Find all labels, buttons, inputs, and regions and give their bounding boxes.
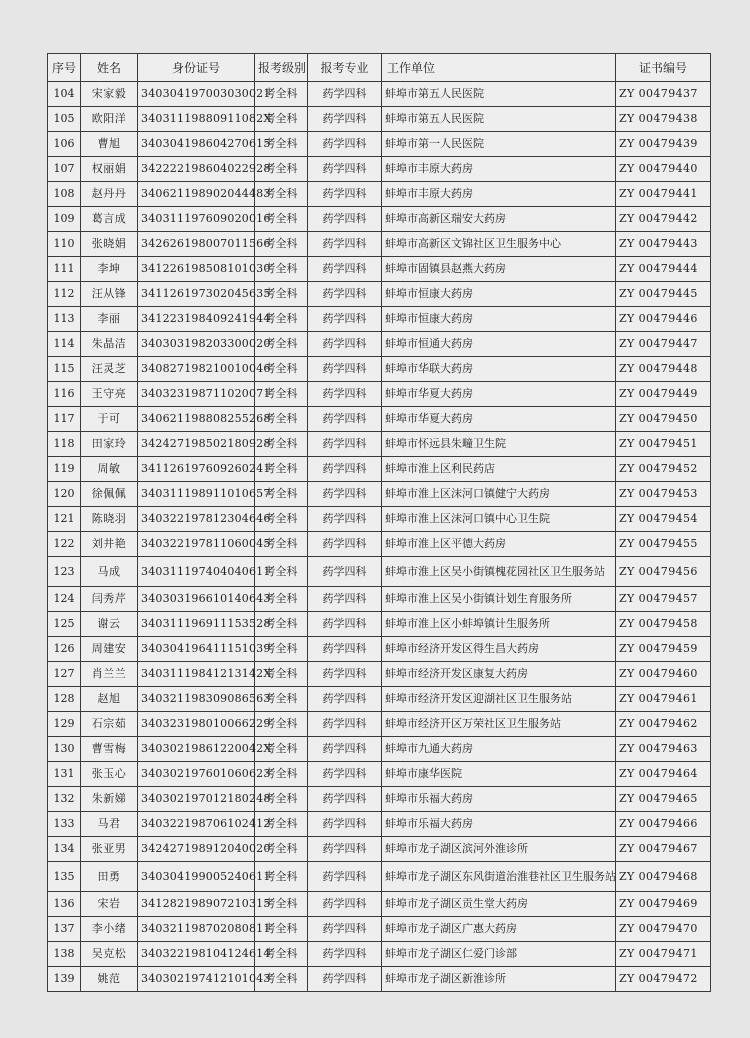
cell-id-number: 34031119841213142X bbox=[138, 662, 255, 687]
cell-major: 药学四科 bbox=[308, 232, 382, 257]
cell-work-unit: 蚌埠市经济开发区康复大药房 bbox=[382, 662, 616, 687]
cell-major: 药学四科 bbox=[308, 837, 382, 862]
table-row bbox=[48, 257, 711, 282]
cell-name: 徐佩佩 bbox=[81, 482, 138, 507]
cell-id-number: 342222198604022928 bbox=[138, 157, 255, 182]
cell-major: 药学四科 bbox=[308, 612, 382, 637]
cell-work-unit: 蚌埠市淮上区吴小街镇槐花园社区卫生服务站 bbox=[382, 557, 616, 587]
cell-major: 药学四科 bbox=[308, 892, 382, 917]
cell-name: 李坤 bbox=[81, 257, 138, 282]
cell-id-number: 340322197812304646 bbox=[138, 507, 255, 532]
cell-certificate-number: ZY 00479459 bbox=[616, 637, 711, 662]
cell-major: 药学四科 bbox=[308, 812, 382, 837]
table-row bbox=[48, 457, 711, 482]
header-unit: 工作单位 bbox=[382, 54, 616, 82]
cell-no: 117 bbox=[48, 407, 81, 432]
cell-no: 126 bbox=[48, 637, 81, 662]
table-body bbox=[48, 82, 711, 992]
cell-certificate-number: ZY 00479467 bbox=[616, 837, 711, 862]
cell-name: 张晓娟 bbox=[81, 232, 138, 257]
cell-name: 石宗茹 bbox=[81, 712, 138, 737]
cell-no: 121 bbox=[48, 507, 81, 532]
cell-id-number: 34031119880911082X bbox=[138, 107, 255, 132]
cell-no: 112 bbox=[48, 282, 81, 307]
cell-level: 考全科 bbox=[255, 482, 308, 507]
cell-no: 105 bbox=[48, 107, 81, 132]
cell-major: 药学四科 bbox=[308, 457, 382, 482]
cell-work-unit: 蚌埠市第五人民医院 bbox=[382, 107, 616, 132]
cell-no: 107 bbox=[48, 157, 81, 182]
cell-certificate-number: ZY 00479471 bbox=[616, 942, 711, 967]
cell-name: 田勇 bbox=[81, 862, 138, 892]
cell-work-unit: 蚌埠市第五人民医院 bbox=[382, 82, 616, 107]
cell-work-unit: 蚌埠市华夏大药房 bbox=[382, 382, 616, 407]
cell-certificate-number: ZY 00479472 bbox=[616, 967, 711, 992]
cell-major: 药学四科 bbox=[308, 157, 382, 182]
cell-no: 124 bbox=[48, 587, 81, 612]
cell-no: 109 bbox=[48, 207, 81, 232]
cell-name: 宋岩 bbox=[81, 892, 138, 917]
table-row bbox=[48, 892, 711, 917]
cell-work-unit: 蚌埠市怀远县朱疃卫生院 bbox=[382, 432, 616, 457]
cell-no: 113 bbox=[48, 307, 81, 332]
table-row bbox=[48, 507, 711, 532]
cell-major: 药学四科 bbox=[308, 967, 382, 992]
table-row bbox=[48, 207, 711, 232]
table-row bbox=[48, 662, 711, 687]
cell-no: 120 bbox=[48, 482, 81, 507]
cell-major: 药学四科 bbox=[308, 507, 382, 532]
cell-no: 137 bbox=[48, 917, 81, 942]
cell-level: 考全科 bbox=[255, 862, 308, 892]
cell-name: 欧阳洋 bbox=[81, 107, 138, 132]
cell-no: 110 bbox=[48, 232, 81, 257]
cell-certificate-number: ZY 00479469 bbox=[616, 892, 711, 917]
cell-id-number: 340304199005240611 bbox=[138, 862, 255, 892]
cell-id-number: 342427198502180928 bbox=[138, 432, 255, 457]
table-row bbox=[48, 587, 711, 612]
table-row bbox=[48, 837, 711, 862]
cell-work-unit: 蚌埠市淮上区沫河口镇健宁大药房 bbox=[382, 482, 616, 507]
cell-major: 药学四科 bbox=[308, 687, 382, 712]
cell-major: 药学四科 bbox=[308, 307, 382, 332]
cell-work-unit: 蚌埠市经济开发区得生昌大药房 bbox=[382, 637, 616, 662]
cell-major: 药学四科 bbox=[308, 257, 382, 282]
table-header-row bbox=[48, 54, 711, 82]
cell-work-unit: 蚌埠市淮上区吴小街镇计划生育服务所 bbox=[382, 587, 616, 612]
table-row bbox=[48, 307, 711, 332]
table-row bbox=[48, 712, 711, 737]
table-row bbox=[48, 787, 711, 812]
cell-certificate-number: ZY 00479455 bbox=[616, 532, 711, 557]
cell-name: 朱晶洁 bbox=[81, 332, 138, 357]
cell-id-number: 340302197601060623 bbox=[138, 762, 255, 787]
table-row bbox=[48, 182, 711, 207]
cell-no: 116 bbox=[48, 382, 81, 407]
cell-level: 考全科 bbox=[255, 662, 308, 687]
cell-id-number: 340303198203300020 bbox=[138, 332, 255, 357]
table-row bbox=[48, 107, 711, 132]
cell-certificate-number: ZY 00479462 bbox=[616, 712, 711, 737]
cell-no: 119 bbox=[48, 457, 81, 482]
cell-certificate-number: ZY 00479464 bbox=[616, 762, 711, 787]
cell-level: 考全科 bbox=[255, 157, 308, 182]
cell-id-number: 341226198508101030 bbox=[138, 257, 255, 282]
cell-major: 药学四科 bbox=[308, 917, 382, 942]
cell-level: 考全科 bbox=[255, 612, 308, 637]
header-major: 报考专业 bbox=[308, 54, 382, 82]
cell-name: 李丽 bbox=[81, 307, 138, 332]
cell-id-number: 342626198007011566 bbox=[138, 232, 255, 257]
cell-certificate-number: ZY 00479468 bbox=[616, 862, 711, 892]
cell-level: 考全科 bbox=[255, 407, 308, 432]
cell-name: 权丽娟 bbox=[81, 157, 138, 182]
cell-no: 133 bbox=[48, 812, 81, 837]
cell-certificate-number: ZY 00479453 bbox=[616, 482, 711, 507]
cell-level: 考全科 bbox=[255, 687, 308, 712]
cell-work-unit: 蚌埠市第一人民医院 bbox=[382, 132, 616, 157]
header-name: 姓名 bbox=[81, 54, 138, 82]
table-row bbox=[48, 737, 711, 762]
cell-id-number: 341223198409241944 bbox=[138, 307, 255, 332]
table-row bbox=[48, 967, 711, 992]
cell-certificate-number: ZY 00479458 bbox=[616, 612, 711, 637]
cell-major: 药学四科 bbox=[308, 637, 382, 662]
cell-no: 115 bbox=[48, 357, 81, 382]
cell-level: 考全科 bbox=[255, 917, 308, 942]
cell-certificate-number: ZY 00479439 bbox=[616, 132, 711, 157]
cell-id-number: 340304197003030021 bbox=[138, 82, 255, 107]
cell-certificate-number: ZY 00479463 bbox=[616, 737, 711, 762]
cell-certificate-number: ZY 00479440 bbox=[616, 157, 711, 182]
table-row bbox=[48, 407, 711, 432]
cell-no: 104 bbox=[48, 82, 81, 107]
table-row bbox=[48, 382, 711, 407]
cell-name: 闫秀芹 bbox=[81, 587, 138, 612]
header-level: 报考级别 bbox=[255, 54, 308, 82]
cell-work-unit: 蚌埠市龙子湖区新淮诊所 bbox=[382, 967, 616, 992]
cell-level: 考全科 bbox=[255, 182, 308, 207]
cell-certificate-number: ZY 00479465 bbox=[616, 787, 711, 812]
cell-id-number: 340827198210010046 bbox=[138, 357, 255, 382]
cell-major: 药学四科 bbox=[308, 82, 382, 107]
cell-major: 药学四科 bbox=[308, 482, 382, 507]
table-row bbox=[48, 812, 711, 837]
table-row bbox=[48, 762, 711, 787]
cell-work-unit: 蚌埠市恒通大药房 bbox=[382, 332, 616, 357]
cell-work-unit: 蚌埠市华夏大药房 bbox=[382, 407, 616, 432]
cell-work-unit: 蚌埠市高新区文锦社区卫生服务中心 bbox=[382, 232, 616, 257]
cell-work-unit: 蚌埠市丰原大药房 bbox=[382, 157, 616, 182]
cell-level: 考全科 bbox=[255, 507, 308, 532]
cell-no: 111 bbox=[48, 257, 81, 282]
cell-name: 吴克松 bbox=[81, 942, 138, 967]
cell-id-number: 340311197609020016 bbox=[138, 207, 255, 232]
table-row bbox=[48, 557, 711, 587]
cell-certificate-number: ZY 00479442 bbox=[616, 207, 711, 232]
cell-level: 考全科 bbox=[255, 457, 308, 482]
cell-level: 考全科 bbox=[255, 132, 308, 157]
cell-major: 药学四科 bbox=[308, 762, 382, 787]
cell-major: 药学四科 bbox=[308, 432, 382, 457]
cell-id-number: 340304196411151039 bbox=[138, 637, 255, 662]
cell-work-unit: 蚌埠市龙子湖区仁爱门诊部 bbox=[382, 942, 616, 967]
cell-major: 药学四科 bbox=[308, 557, 382, 587]
cell-id-number: 340302197412101043 bbox=[138, 967, 255, 992]
cell-name: 葛言成 bbox=[81, 207, 138, 232]
table-row bbox=[48, 862, 711, 892]
cell-name: 曹雪梅 bbox=[81, 737, 138, 762]
cell-id-number: 340323198010066229 bbox=[138, 712, 255, 737]
cell-level: 考全科 bbox=[255, 892, 308, 917]
cell-name: 曹旭 bbox=[81, 132, 138, 157]
cell-id-number: 342427198912040020 bbox=[138, 837, 255, 862]
cell-work-unit: 蚌埠市经济开发区迎湖社区卫生服务站 bbox=[382, 687, 616, 712]
cell-certificate-number: ZY 00479461 bbox=[616, 687, 711, 712]
cell-certificate-number: ZY 00479447 bbox=[616, 332, 711, 357]
cell-level: 考全科 bbox=[255, 762, 308, 787]
cell-major: 药学四科 bbox=[308, 862, 382, 892]
cell-work-unit: 蚌埠市淮上区沫河口镇中心卫生院 bbox=[382, 507, 616, 532]
header-id: 身份证号 bbox=[138, 54, 255, 82]
cell-name: 赵旭 bbox=[81, 687, 138, 712]
cell-work-unit: 蚌埠市恒康大药房 bbox=[382, 307, 616, 332]
cell-no: 114 bbox=[48, 332, 81, 357]
cell-major: 药学四科 bbox=[308, 107, 382, 132]
cell-name: 赵丹丹 bbox=[81, 182, 138, 207]
table-row bbox=[48, 357, 711, 382]
cell-name: 张亚男 bbox=[81, 837, 138, 862]
cell-name: 马成 bbox=[81, 557, 138, 587]
cell-certificate-number: ZY 00479466 bbox=[616, 812, 711, 837]
cell-level: 考全科 bbox=[255, 82, 308, 107]
cell-major: 药学四科 bbox=[308, 712, 382, 737]
cell-level: 考全科 bbox=[255, 837, 308, 862]
table-row bbox=[48, 132, 711, 157]
cell-work-unit: 蚌埠市龙子湖区贡生堂大药房 bbox=[382, 892, 616, 917]
cell-level: 考全科 bbox=[255, 637, 308, 662]
cell-id-number: 340321198702080811 bbox=[138, 917, 255, 942]
table-row bbox=[48, 232, 711, 257]
cell-level: 考全科 bbox=[255, 712, 308, 737]
cell-certificate-number: ZY 00479444 bbox=[616, 257, 711, 282]
cell-major: 药学四科 bbox=[308, 207, 382, 232]
cell-id-number: 340311198911010657 bbox=[138, 482, 255, 507]
cell-certificate-number: ZY 00479451 bbox=[616, 432, 711, 457]
cell-id-number: 340311196911153528 bbox=[138, 612, 255, 637]
cell-no: 106 bbox=[48, 132, 81, 157]
cell-work-unit: 蚌埠市九通大药房 bbox=[382, 737, 616, 762]
cell-name: 马君 bbox=[81, 812, 138, 837]
header-no: 序号 bbox=[48, 54, 81, 82]
cell-certificate-number: ZY 00479437 bbox=[616, 82, 711, 107]
cell-no: 125 bbox=[48, 612, 81, 637]
cell-certificate-number: ZY 00479448 bbox=[616, 357, 711, 382]
cell-level: 考全科 bbox=[255, 382, 308, 407]
cell-major: 药学四科 bbox=[308, 332, 382, 357]
cell-name: 张玉心 bbox=[81, 762, 138, 787]
cell-no: 127 bbox=[48, 662, 81, 687]
cell-work-unit: 蚌埠市淮上区平德大药房 bbox=[382, 532, 616, 557]
cell-id-number: 340302197012180248 bbox=[138, 787, 255, 812]
cell-name: 汪灵芝 bbox=[81, 357, 138, 382]
cell-name: 朱新娣 bbox=[81, 787, 138, 812]
cell-major: 药学四科 bbox=[308, 407, 382, 432]
cell-id-number: 340322198104124614 bbox=[138, 942, 255, 967]
cell-name: 周建安 bbox=[81, 637, 138, 662]
cell-no: 136 bbox=[48, 892, 81, 917]
cell-level: 考全科 bbox=[255, 282, 308, 307]
cell-major: 药学四科 bbox=[308, 737, 382, 762]
cell-certificate-number: ZY 00479456 bbox=[616, 557, 711, 587]
cell-certificate-number: ZY 00479450 bbox=[616, 407, 711, 432]
cell-level: 考全科 bbox=[255, 812, 308, 837]
table-row bbox=[48, 637, 711, 662]
cell-level: 考全科 bbox=[255, 737, 308, 762]
cell-name: 汪从锋 bbox=[81, 282, 138, 307]
cell-certificate-number: ZY 00479443 bbox=[616, 232, 711, 257]
cell-certificate-number: ZY 00479460 bbox=[616, 662, 711, 687]
cell-certificate-number: ZY 00479438 bbox=[616, 107, 711, 132]
cell-id-number: 340322197811060045 bbox=[138, 532, 255, 557]
cell-name: 李小绪 bbox=[81, 917, 138, 942]
cell-work-unit: 蚌埠市龙子湖区广惠大药房 bbox=[382, 917, 616, 942]
cell-level: 考全科 bbox=[255, 967, 308, 992]
cell-certificate-number: ZY 00479454 bbox=[616, 507, 711, 532]
cell-work-unit: 蚌埠市固镇县赵燕大药房 bbox=[382, 257, 616, 282]
cell-level: 考全科 bbox=[255, 357, 308, 382]
cell-name: 刘井艳 bbox=[81, 532, 138, 557]
cell-name: 王守亮 bbox=[81, 382, 138, 407]
certificate-roster-table bbox=[47, 53, 711, 992]
cell-name: 姚范 bbox=[81, 967, 138, 992]
table-row bbox=[48, 687, 711, 712]
cell-no: 131 bbox=[48, 762, 81, 787]
cell-name: 田家玲 bbox=[81, 432, 138, 457]
cell-no: 134 bbox=[48, 837, 81, 862]
cell-work-unit: 蚌埠市恒康大药房 bbox=[382, 282, 616, 307]
cell-id-number: 340621198902044483 bbox=[138, 182, 255, 207]
cell-major: 药学四科 bbox=[308, 182, 382, 207]
cell-major: 药学四科 bbox=[308, 942, 382, 967]
cell-no: 129 bbox=[48, 712, 81, 737]
cell-level: 考全科 bbox=[255, 207, 308, 232]
cell-major: 药学四科 bbox=[308, 662, 382, 687]
cell-name: 于可 bbox=[81, 407, 138, 432]
cell-level: 考全科 bbox=[255, 232, 308, 257]
cell-certificate-number: ZY 00479470 bbox=[616, 917, 711, 942]
cell-id-number: 340621198808255268 bbox=[138, 407, 255, 432]
cell-no: 128 bbox=[48, 687, 81, 712]
cell-level: 考全科 bbox=[255, 432, 308, 457]
cell-level: 考全科 bbox=[255, 942, 308, 967]
cell-level: 考全科 bbox=[255, 332, 308, 357]
cell-id-number: 340323198711020071 bbox=[138, 382, 255, 407]
table-row bbox=[48, 917, 711, 942]
cell-level: 考全科 bbox=[255, 257, 308, 282]
cell-id-number: 341126197609260241 bbox=[138, 457, 255, 482]
cell-no: 108 bbox=[48, 182, 81, 207]
cell-level: 考全科 bbox=[255, 787, 308, 812]
cell-certificate-number: ZY 00479457 bbox=[616, 587, 711, 612]
table-row bbox=[48, 942, 711, 967]
table-row bbox=[48, 332, 711, 357]
cell-major: 药学四科 bbox=[308, 382, 382, 407]
cell-no: 130 bbox=[48, 737, 81, 762]
cell-certificate-number: ZY 00479449 bbox=[616, 382, 711, 407]
table-row bbox=[48, 282, 711, 307]
cell-work-unit: 蚌埠市淮上区利民药店 bbox=[382, 457, 616, 482]
cell-id-number: 340303196610140643 bbox=[138, 587, 255, 612]
cell-work-unit: 蚌埠市华联大药房 bbox=[382, 357, 616, 382]
cell-level: 考全科 bbox=[255, 532, 308, 557]
cell-id-number: 340311197404040611 bbox=[138, 557, 255, 587]
cell-certificate-number: ZY 00479452 bbox=[616, 457, 711, 482]
cell-work-unit: 蚌埠市龙子湖区东风街道治淮巷社区卫生服务站 bbox=[382, 862, 616, 892]
table-row bbox=[48, 157, 711, 182]
table-row bbox=[48, 432, 711, 457]
cell-certificate-number: ZY 00479441 bbox=[616, 182, 711, 207]
cell-id-number: 340321198309086563 bbox=[138, 687, 255, 712]
cell-id-number: 341126197302045635 bbox=[138, 282, 255, 307]
cell-work-unit: 蚌埠市康华医院 bbox=[382, 762, 616, 787]
cell-name: 陈晓羽 bbox=[81, 507, 138, 532]
cell-id-number: 340304198604270615 bbox=[138, 132, 255, 157]
cell-no: 139 bbox=[48, 967, 81, 992]
cell-work-unit: 蚌埠市淮上区小蚌埠镇计生服务所 bbox=[382, 612, 616, 637]
cell-id-number: 340322198706102412 bbox=[138, 812, 255, 837]
table-row bbox=[48, 482, 711, 507]
cell-major: 药学四科 bbox=[308, 787, 382, 812]
cell-level: 考全科 bbox=[255, 587, 308, 612]
cell-id-number: 34030219861220042X bbox=[138, 737, 255, 762]
cell-major: 药学四科 bbox=[308, 282, 382, 307]
cell-level: 考全科 bbox=[255, 107, 308, 132]
table-row bbox=[48, 82, 711, 107]
cell-name: 肖兰兰 bbox=[81, 662, 138, 687]
cell-work-unit: 蚌埠市丰原大药房 bbox=[382, 182, 616, 207]
cell-certificate-number: ZY 00479446 bbox=[616, 307, 711, 332]
cell-work-unit: 蚌埠市乐福大药房 bbox=[382, 787, 616, 812]
cell-no: 132 bbox=[48, 787, 81, 812]
cell-no: 123 bbox=[48, 557, 81, 587]
cell-certificate-number: ZY 00479445 bbox=[616, 282, 711, 307]
cell-major: 药学四科 bbox=[308, 357, 382, 382]
cell-level: 考全科 bbox=[255, 307, 308, 332]
cell-work-unit: 蚌埠市经济开区万荣社区卫生服务站 bbox=[382, 712, 616, 737]
cell-major: 药学四科 bbox=[308, 132, 382, 157]
cell-no: 122 bbox=[48, 532, 81, 557]
cell-no: 135 bbox=[48, 862, 81, 892]
header-cert: 证书编号 bbox=[616, 54, 711, 82]
cell-no: 118 bbox=[48, 432, 81, 457]
cell-id-number: 341282198907210315 bbox=[138, 892, 255, 917]
table-row bbox=[48, 532, 711, 557]
cell-major: 药学四科 bbox=[308, 587, 382, 612]
cell-name: 谢云 bbox=[81, 612, 138, 637]
cell-no: 138 bbox=[48, 942, 81, 967]
table-row bbox=[48, 612, 711, 637]
cell-major: 药学四科 bbox=[308, 532, 382, 557]
cell-work-unit: 蚌埠市高新区瑞安大药房 bbox=[382, 207, 616, 232]
cell-work-unit: 蚌埠市龙子湖区滨河外淮诊所 bbox=[382, 837, 616, 862]
cell-work-unit: 蚌埠市乐福大药房 bbox=[382, 812, 616, 837]
cell-level: 考全科 bbox=[255, 557, 308, 587]
cell-name: 宋家毅 bbox=[81, 82, 138, 107]
cell-name: 周敏 bbox=[81, 457, 138, 482]
